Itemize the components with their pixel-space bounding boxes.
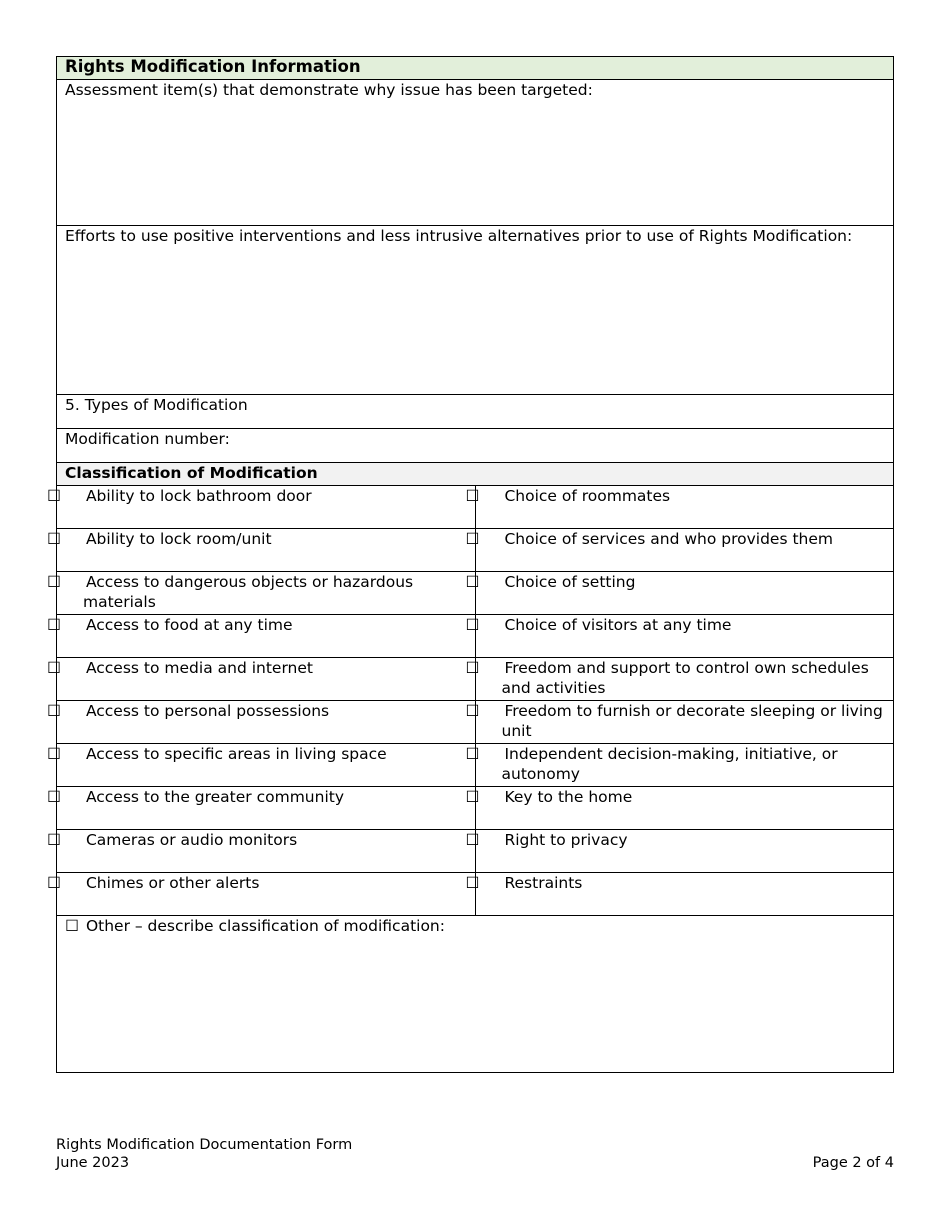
checkbox-icon[interactable]: ☐	[47, 573, 61, 591]
checkbox-label: Key to the home	[504, 788, 633, 806]
checkbox-icon[interactable]: ☐	[47, 530, 61, 548]
classification-row	[57, 486, 894, 529]
checkbox-option[interactable]	[47, 658, 467, 678]
checkbox-option[interactable]	[47, 744, 467, 764]
classification-option-right[interactable]	[465, 787, 894, 830]
checkbox-option[interactable]	[47, 486, 467, 506]
checkbox-icon[interactable]: ☐	[465, 530, 480, 548]
classification-row	[57, 658, 894, 701]
checkbox-icon[interactable]: ☐	[465, 573, 480, 591]
checkbox-icon[interactable]: ☐	[465, 788, 480, 806]
checkbox-option[interactable]	[465, 787, 886, 807]
classification-option-left[interactable]	[47, 572, 476, 615]
footer-form-name: Rights Modification Documentation Form	[56, 1137, 353, 1153]
checkbox-option[interactable]	[47, 615, 467, 635]
modification-number-field[interactable]	[57, 429, 894, 463]
other-classification-field[interactable]	[57, 916, 894, 1073]
checkbox-label: Choice of roommates	[504, 487, 671, 505]
efforts-label: Efforts to use positive interventions and less intrusive alternatives prior to use of Rights Modification:	[65, 227, 853, 245]
checkbox-icon[interactable]: ☐	[465, 702, 480, 720]
checkbox-label: Access to specific areas in living space	[85, 745, 387, 763]
checkbox-icon[interactable]: ☐	[47, 659, 61, 677]
checkbox-label: Right to privacy	[504, 831, 628, 849]
checkbox-icon[interactable]: ☐	[47, 745, 61, 763]
classification-option-right[interactable]	[465, 572, 894, 615]
classification-option-left[interactable]	[47, 787, 476, 830]
classification-header: Classification of Modification	[57, 463, 894, 486]
classification-row	[57, 830, 894, 873]
checkbox-icon[interactable]: ☐	[465, 874, 480, 892]
checkbox-label: Freedom and support to control own schedules and activities	[501, 659, 869, 697]
footer-date: June 2023	[56, 1155, 130, 1171]
section-title: Rights Modification Information	[57, 57, 894, 80]
checkbox-option[interactable]	[465, 744, 886, 784]
checkbox-icon[interactable]: ☐	[465, 487, 480, 505]
classification-row	[57, 572, 894, 615]
checkbox-icon[interactable]: ☐	[465, 831, 480, 849]
classification-option-left[interactable]	[47, 744, 476, 787]
classification-option-right[interactable]	[465, 486, 894, 529]
classification-option-right[interactable]	[465, 658, 894, 701]
classification-option-right[interactable]	[465, 701, 894, 744]
checkbox-label: Access to the greater community	[85, 788, 345, 806]
checkbox-option[interactable]	[465, 830, 886, 850]
types-of-modification: 5. Types of Modification	[57, 395, 894, 429]
checkbox-option[interactable]	[465, 615, 886, 635]
checkbox-option[interactable]	[465, 486, 886, 506]
efforts-field[interactable]	[57, 226, 894, 395]
checkbox-icon[interactable]: ☐	[465, 745, 480, 763]
classification-option-right[interactable]	[465, 529, 894, 572]
checkbox-label: Independent decision-making, initiative, or autonomy	[501, 745, 838, 783]
checkbox-label: Ability to lock bathroom door	[85, 487, 312, 505]
classification-row	[57, 529, 894, 572]
footer-left	[56, 1136, 352, 1172]
checkbox-option[interactable]	[47, 572, 467, 612]
checkbox-label: Choice of setting	[504, 573, 636, 591]
classification-option-right[interactable]	[465, 744, 894, 787]
checkbox-option[interactable]	[47, 701, 467, 721]
classification-row	[57, 744, 894, 787]
classification-option-left[interactable]	[47, 658, 476, 701]
footer-page-number: Page 2 of 4	[812, 1155, 894, 1171]
checkbox-icon[interactable]: ☐	[465, 659, 480, 677]
other-classification-row	[57, 916, 894, 1073]
checkbox-icon[interactable]: ☐	[465, 616, 480, 634]
checkbox-option[interactable]	[465, 701, 886, 741]
classification-option-left[interactable]	[47, 873, 476, 916]
checkbox-label: Access to personal possessions	[85, 702, 330, 720]
checkbox-label: Chimes or other alerts	[85, 874, 260, 892]
checkbox-label: Choice of services and who provides them	[504, 530, 833, 548]
checkbox-option[interactable]	[465, 873, 886, 893]
classification-option-right[interactable]	[465, 830, 894, 873]
classification-row	[57, 615, 894, 658]
rights-modification-table	[47, 56, 894, 1073]
classification-option-left[interactable]	[47, 529, 476, 572]
other-classification-label: Other – describe classification of modification:	[85, 917, 445, 935]
checkbox-option[interactable]	[47, 529, 467, 549]
checkbox-label: Access to dangerous objects or hazardous materials	[83, 573, 414, 611]
checkbox-icon[interactable]: ☐	[47, 874, 61, 892]
checkbox-label: Access to food at any time	[85, 616, 293, 634]
classification-row	[57, 787, 894, 830]
checkbox-label: Choice of visitors at any time	[504, 616, 732, 634]
checkbox-option[interactable]	[465, 529, 886, 549]
checkbox-icon[interactable]: ☐	[47, 616, 61, 634]
checkbox-option[interactable]	[465, 572, 886, 592]
checkbox-icon[interactable]: ☐	[65, 917, 79, 935]
checkbox-icon[interactable]: ☐	[47, 788, 61, 806]
classification-option-right[interactable]	[465, 615, 894, 658]
classification-row	[57, 701, 894, 744]
checkbox-option[interactable]	[47, 787, 467, 807]
checkbox-label: Access to media and internet	[85, 659, 313, 677]
checkbox-label: Restraints	[504, 874, 583, 892]
checkbox-icon[interactable]: ☐	[47, 702, 61, 720]
checkbox-icon[interactable]: ☐	[47, 487, 61, 505]
checkbox-option[interactable]	[465, 658, 886, 698]
checkbox-option[interactable]	[47, 873, 467, 893]
checkbox-label: Freedom to furnish or decorate sleeping or living unit	[501, 702, 883, 740]
classification-option-right[interactable]	[465, 873, 894, 916]
classification-option-left[interactable]	[47, 830, 476, 873]
classification-option-left[interactable]	[47, 701, 476, 744]
assessment-label: Assessment item(s) that demonstrate why issue has been targeted:	[65, 81, 593, 99]
checkbox-label: Cameras or audio monitors	[85, 831, 298, 849]
modification-number-label: Modification number:	[65, 430, 230, 448]
classification-option-left[interactable]	[47, 615, 476, 658]
checkbox-option[interactable]	[47, 830, 467, 850]
assessment-field[interactable]	[57, 80, 894, 226]
classification-row	[57, 873, 894, 916]
checkbox-label: Ability to lock room/unit	[85, 530, 272, 548]
checkbox-icon[interactable]: ☐	[47, 831, 61, 849]
classification-option-left[interactable]	[47, 486, 476, 529]
